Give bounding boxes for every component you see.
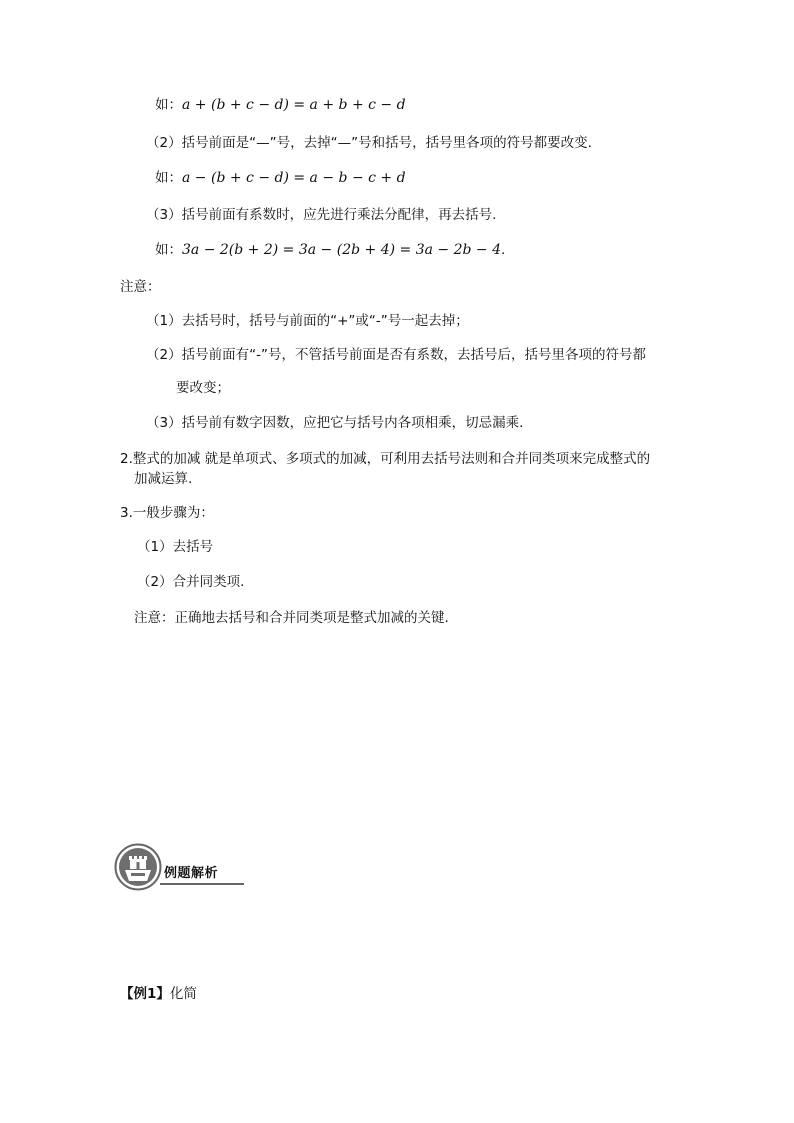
key-note: 注意：正确地去括号和合并同类项是整式加减的关键. — [134, 610, 449, 626]
example-1 — [155, 96, 406, 114]
example-1-formula: a + (b + c − d) = a + b + c − d — [182, 97, 406, 113]
example-text: 化简 — [169, 986, 197, 1002]
note-item-2-line-1: （2）括号前面有“-”号，不管括号前面是否有系数，去括号后，括号里各项的符号都 — [146, 347, 646, 363]
example-label: 【例1】 — [120, 986, 170, 1002]
example-3-formula: 3a − 2(b + 2) = 3a − (2b + 4) = 3a − 2b − 4 — [182, 242, 501, 258]
example-1-prefix: 如： — [155, 97, 182, 113]
example-1-heading — [120, 985, 197, 1003]
example-2-formula: a − (b + c − d) = a − b − c + d — [182, 170, 406, 186]
example-3 — [155, 241, 505, 259]
section-divider — [160, 883, 244, 885]
rule-3: （3）括号前面有系数时，应先进行乘法分配律，再去括号. — [146, 207, 497, 223]
example-2 — [155, 169, 406, 187]
point-2-line-1: 2.整式的加减 就是单项式、多项式的加减，可利用去括号法则和合并同类项来完成整式的 — [120, 451, 651, 467]
example-2-prefix: 如： — [155, 170, 182, 186]
note-item-1: （1）去括号时，括号与前面的“+”或“-”号一起去掉； — [146, 313, 469, 329]
rule-2: （2）括号前面是“—”号，去掉“—”号和括号，括号里各项的符号都要改变. — [146, 135, 592, 151]
example-3-prefix: 如： — [155, 242, 182, 258]
note-item-2-line-2: 要改变； — [176, 380, 230, 396]
section-title: 例题解析 — [164, 866, 219, 881]
point-2-line-2: 加减运算. — [134, 471, 193, 487]
notes-heading: 注意： — [120, 279, 161, 295]
example-3-end: . — [501, 242, 506, 258]
castle-badge-icon — [114, 843, 162, 891]
point-3-heading: 3.一般步骤为： — [120, 505, 214, 521]
note-item-3: （3）括号前有数字因数，应把它与括号内各项相乘，切忌漏乘. — [146, 415, 524, 431]
step-2: （2）合并同类项. — [137, 574, 245, 590]
step-1: （1）去括号 — [137, 539, 214, 555]
